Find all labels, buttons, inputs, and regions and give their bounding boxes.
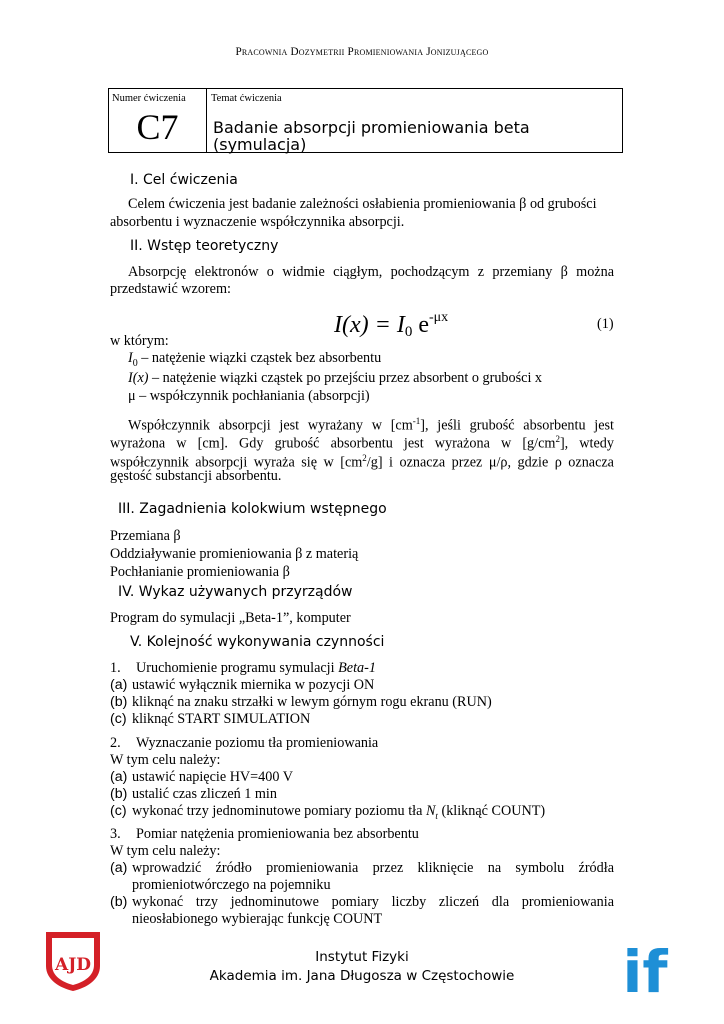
exercise-box xyxy=(108,88,623,153)
step-2-b: (b) ustalić czas zliczeń 1 min xyxy=(110,786,277,802)
step-2-title: 2. Wyznaczanie poziomu tła promieniowania xyxy=(110,735,379,751)
section-1-p1: Celem ćwiczenia jest badanie zależności osłabienia promieniowania β od grubości xyxy=(128,196,597,212)
section-4-heading: IV. Wykaz używanych przyrządów xyxy=(118,584,353,600)
section-5-heading: V. Kolejność wykonywania czynności xyxy=(130,634,385,650)
section-2-p2-line4: gęstość substancji absorbentu. xyxy=(110,468,282,484)
formula-sub: 0 xyxy=(404,324,413,340)
exercise-number-label: Numer ćwiczenia xyxy=(112,93,186,104)
section-2-p1b: przedstawić wzorem: xyxy=(110,281,231,297)
formula-lhs: I(x) = I xyxy=(334,312,405,338)
step-1-c: (c) kliknąć START SIMULATION xyxy=(110,711,311,727)
svg-text:AJD: AJD xyxy=(55,955,91,975)
page-header xyxy=(0,44,724,61)
formula-absorption xyxy=(334,303,448,347)
svg-text:if: if xyxy=(622,938,668,1000)
topic-item: Oddziaływanie promieniowania β z materią xyxy=(110,546,359,562)
step-3-title: 3. Pomiar natężenia promieniowania bez absorbentu xyxy=(110,826,419,842)
section-2-p2-line2: wyrażona w [cm]. Gdy grubość absorbentu jest wyrażona w $[g/cm^2]$, wtedy xyxy=(110,434,614,452)
step-1-a: (a) ustawić wyłącznik miernika w pozycji ON xyxy=(110,677,375,693)
exercise-topic: Badanie absorpcji promieniowania beta (symulacja) xyxy=(213,118,530,154)
footer-university: Akademia im. Jana Długosza w Częstochowie xyxy=(209,968,515,984)
exercise-topic-label: Temat ćwiczenia xyxy=(211,93,282,104)
equipment-list: Program do symulacji „Beta-1”, komputer xyxy=(110,610,351,626)
footer-institute: Instytut Fizyki xyxy=(315,949,409,965)
section-2-p2-line3: współczynnik absorpcji wyraża się w $[cm^2/g]$ i oznacza przez μ/ρ, gdzie ρ oznacza xyxy=(110,453,614,471)
section-2-p2-line1: Współczynnik absorpcji jest wyrażany w $[cm^{-1}]$, jeśli grubość absorbentu jest xyxy=(128,416,614,434)
page-footer xyxy=(0,948,724,986)
section-2-heading: II. Wstęp teoretyczny xyxy=(130,238,279,254)
formula-exp-base: e xyxy=(412,312,429,338)
exercise-code: C7 xyxy=(136,107,179,147)
step-1-title: 1. Uruchomienie programu symulacji Beta-1 xyxy=(110,660,376,676)
if-logo xyxy=(620,930,670,1005)
definition-ix: I(x) – natężenie wiązki cząstek po przejściu przez absorbent o grubości x xyxy=(128,370,543,386)
topic-item: Pochłanianie promieniowania β xyxy=(110,564,290,580)
formula-exponent: -μx xyxy=(428,310,449,325)
section-2-p1a: Absorpcję elektronów o widmie ciągłym, pochodzącym z przemiany β można xyxy=(128,264,614,280)
section-1-p2: absorbentu i wyznaczenie współczynnika absorpcji. xyxy=(110,214,405,230)
where-label: w którym: xyxy=(110,333,169,349)
section-3-heading: III. Zagadnienia kolokwium wstępnego xyxy=(118,501,387,517)
box-divider xyxy=(206,89,207,152)
header-title: Pracownia Dozymetrii Promieniowania Jonizującego xyxy=(235,46,489,58)
step-3-b: (b) wykonać trzy jednominutowe pomiary liczby zliczeń dla promieniowania xyxy=(110,894,614,910)
definition-mu: μ – współczynnik pochłaniania (absorpcji) xyxy=(128,388,370,404)
section-1-heading: I. Cel ćwiczenia xyxy=(130,172,238,188)
step-2-a: (a) ustawić napięcie HV=400 V xyxy=(110,769,294,785)
equation-number: (1) xyxy=(597,316,614,332)
step-3-a: (a) wprowadzić źródło promieniowania przez kliknięcie na symbolu źródła xyxy=(110,860,614,876)
topic-item: Przemiana β xyxy=(110,528,181,544)
definition-i0: $I_0$ – natężenie wiązki cząstek bez absorbentu xyxy=(128,350,382,369)
step-3-b-cont: nieosłabionego wybierając funkcję COUNT xyxy=(132,911,383,927)
step-3-intro: W tym celu należy: xyxy=(110,843,221,859)
step-2-c: (c) wykonać trzy jednominutowe pomiary poziomu tła $N_t$ (kliknąć COUNT) xyxy=(110,803,546,821)
step-3-a-cont: promieniotwórczego na pojemniku xyxy=(132,877,331,893)
step-2-intro: W tym celu należy: xyxy=(110,752,221,768)
step-1-b: (b) kliknąć na znaku strzałki w lewym górnym rogu ekranu (RUN) xyxy=(110,694,492,710)
